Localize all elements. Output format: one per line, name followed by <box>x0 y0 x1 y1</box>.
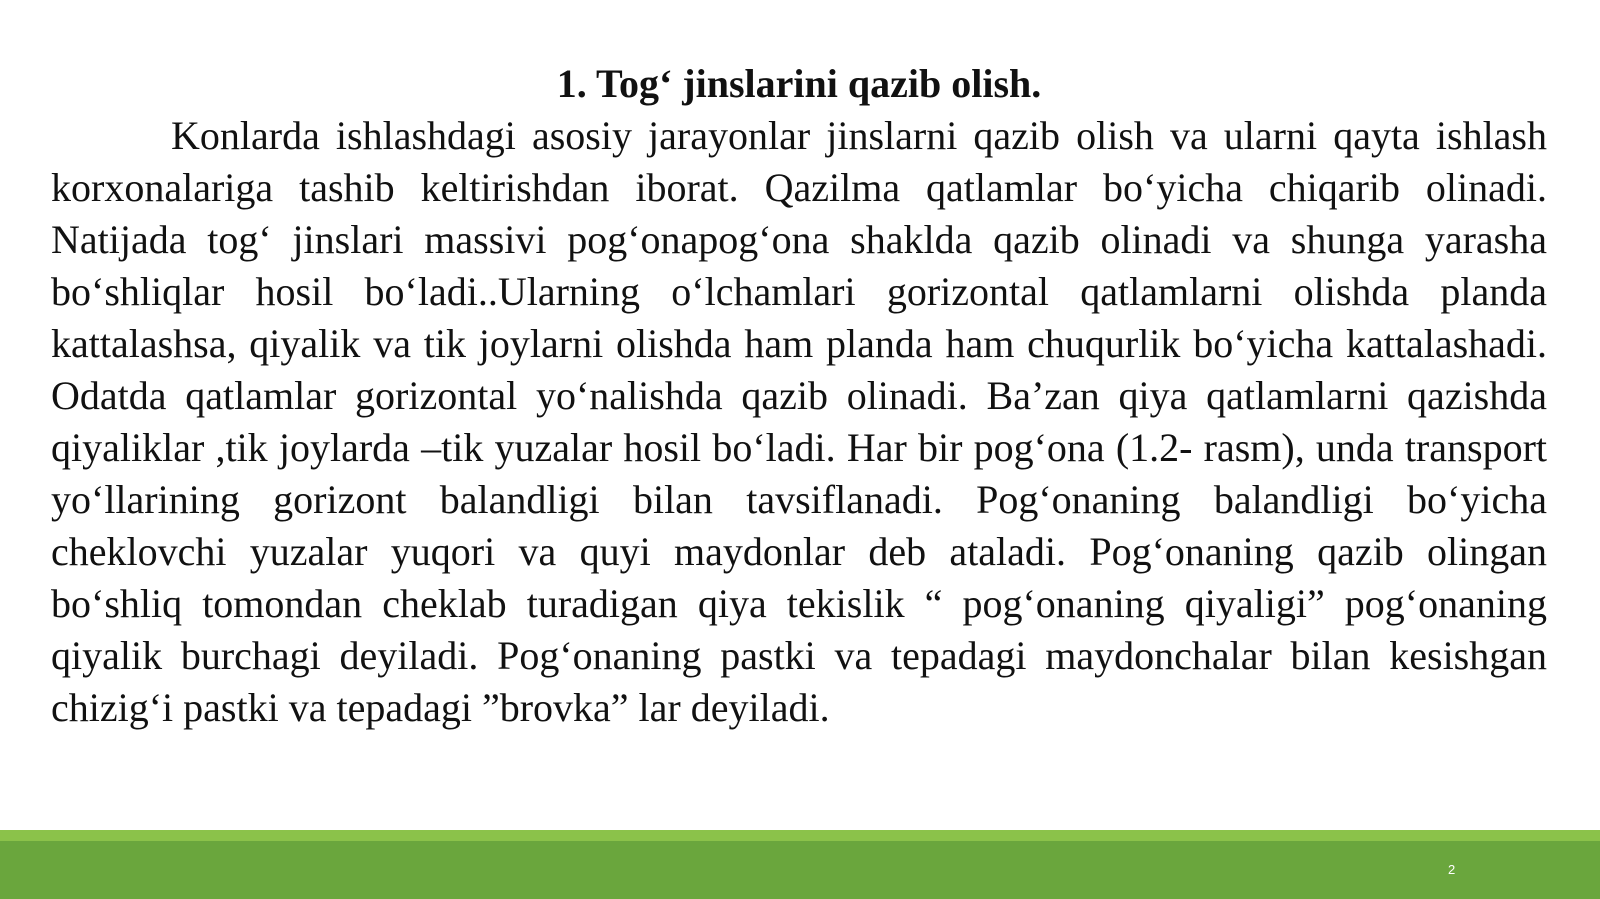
slide-body-text: Konlarda ishlashdagi asosiy jarayonlar jinslarni qazib olish va ularni qayta ishlash korxonalariga tashib keltirishdan iborat. Qazilma qatlamlar bo‘yicha chiqarib olinadi. Natijada tog‘ jinslari massivi pog‘onapog‘ona shaklda qazib olinadi va shunga yarasha bo‘shliqlar hosil bo‘ladi..Ularning o‘lchamlari gorizontal qatlamlarni olishda planda kattalashsa, qiyalik va tik joylarni olishda ham planda ham chuqurlik bo‘yicha kattalashadi. Odatda qatlamlar gorizontal yo‘nalishda qazib olinadi. Ba’zan qiya qatlamlarni qazishda qiyaliklar ,tik joylarda –tik yuzalar hosil bo‘ladi. Har bir pog‘ona (1.2- rasm), unda transport yo‘llarining gorizont balandligi bilan tavsiflanadi. Pog‘onaning balandligi bo‘yicha cheklovchi yuzalar yuqori va quyi maydonlar deb ataladi. Pog‘onaning qazib olingan bo‘shliq tomondan cheklab turadigan qiya tekislik “ pog‘onaning qiyaligi” pog‘onaning qiyalik burchagi deyiladi. Pog‘onaning pastki va tepadagi maydonchalar bilan kesishgan chizig‘i pastki va tepadagi ”brovka” lar deyiladi. <box>51 113 1547 730</box>
page-number: 2 <box>1448 862 1456 877</box>
slide-content <box>51 58 1547 734</box>
footer-accent-stripe <box>0 830 1600 841</box>
slide-title: 1. Tog‘ jinslarini qazib olish. <box>556 61 1042 106</box>
footer-bar <box>0 841 1600 899</box>
